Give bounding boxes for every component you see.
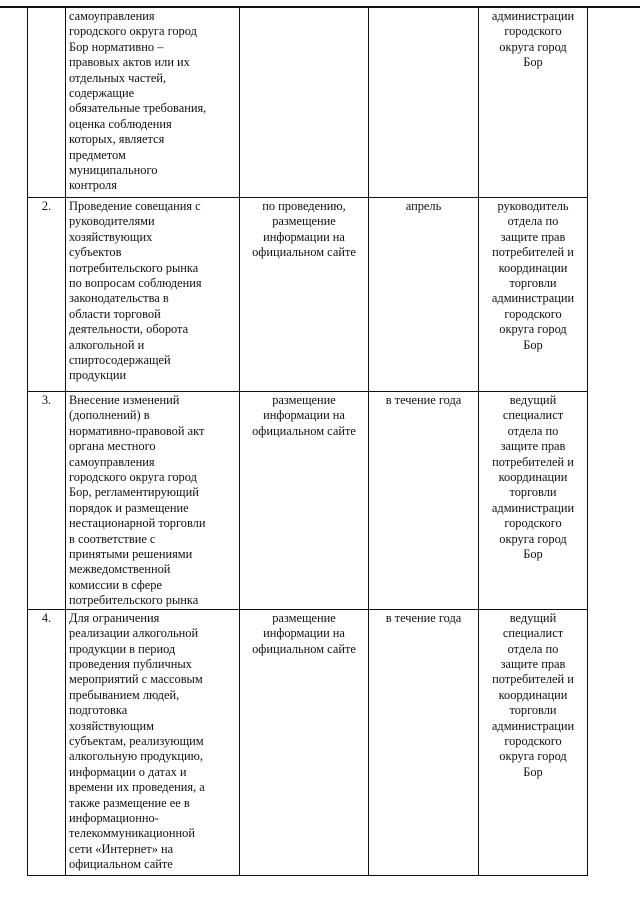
event-term: в течение года	[369, 609, 479, 875]
row-number	[28, 8, 66, 198]
event-description: Проведение совещания с руководителями хозяйствующих субъектов потребительского рынка по вопросам соблюдения законодательства в области торговой деятельности, оборота алкогольной и спиртосодержащей продукции	[66, 198, 240, 392]
row-number: 3.	[28, 392, 66, 610]
event-form	[240, 8, 369, 198]
event-form: по проведению, размещение информации на официальном сайте	[240, 198, 369, 392]
table-row	[28, 8, 588, 198]
event-description: Для ограничения реализации алкогольной продукции в период проведения публичных мероприятий с массовым пребыванием людей, подготовка хозяйствующим субъектам, реализующим алкогольную продукцию, информации о датах и времени их проведения, а также размещение ее в информационно- телекоммуникационной сети «Интернет» на официальном сайте	[66, 609, 240, 875]
responsible-person: ведущий специалист отдела по защите прав потребителей и координации торговли администрации городского округа город Бор	[479, 392, 588, 610]
responsible-person: руководитель отдела по защите прав потребителей и координации торговли администрации городского округа город Бор	[479, 198, 588, 392]
event-term: апрель	[369, 198, 479, 392]
events-table	[27, 8, 588, 876]
responsible-person: ведущий специалист отдела по защите прав потребителей и координации торговли администрации городского округа город Бор	[479, 609, 588, 875]
responsible-person: администрации городского округа город Бор	[479, 8, 588, 198]
table-row	[28, 392, 588, 610]
event-form: размещение информации на официальном сайте	[240, 609, 369, 875]
event-description: Внесение изменений (дополнений) в нормативно-правовой акт органа местного самоуправления городского округа город Бор, регламентирующий порядок и размещение нестационарной торговли в соответствие с принятыми решениями межведомственной комиссии в сфере потребительского рынка	[66, 392, 240, 610]
row-number: 2.	[28, 198, 66, 392]
event-term	[369, 8, 479, 198]
event-term: в течение года	[369, 392, 479, 610]
table-row	[28, 609, 588, 875]
event-form: размещение информации на официальном сайте	[240, 392, 369, 610]
event-description: самоуправления городского округа город Бор нормативно – правовых актов или их отдельных частей, содержащие обязательные требования, оценка соблюдения которых, является предметом муниципального контроля	[66, 8, 240, 198]
row-number: 4.	[28, 609, 66, 875]
table-row	[28, 198, 588, 392]
